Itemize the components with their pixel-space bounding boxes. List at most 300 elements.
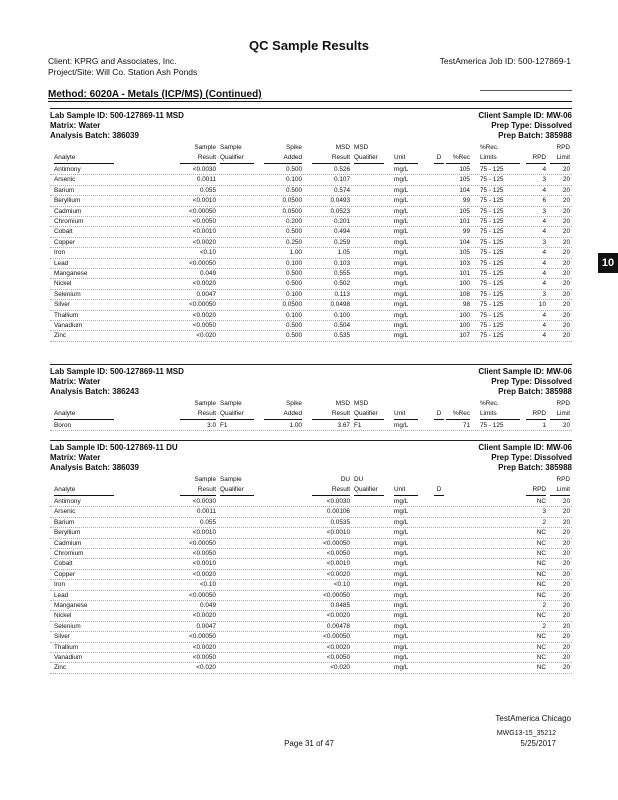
table-cell: mg/L — [394, 664, 409, 672]
table-cell: 0.0047 — [196, 622, 216, 630]
column-header: Result — [312, 485, 350, 496]
table-cell: 75 - 125 — [480, 228, 504, 236]
table-cell: Silver — [54, 301, 70, 309]
table-cell: <0.020 — [196, 664, 216, 672]
table-cell: <0.0010 — [192, 529, 216, 537]
table-cell: 4 — [542, 311, 546, 319]
table-cell: 1.05 — [337, 249, 350, 257]
row-divider — [50, 517, 572, 518]
column-header: Result — [180, 153, 216, 164]
table-cell: 20 — [562, 643, 570, 651]
table-cell: 0.500 — [286, 280, 302, 288]
column-header: Limit — [550, 409, 570, 420]
table-cell: 75 - 125 — [480, 207, 504, 215]
header-short-rule — [480, 90, 572, 91]
table-cell: 105 — [459, 166, 470, 173]
column-header: Qualifier — [354, 153, 384, 164]
table-cell: <0.0050 — [326, 654, 350, 661]
table-cell: 2 — [542, 518, 546, 526]
table-cell: Nickel — [54, 612, 72, 620]
row-divider — [50, 527, 572, 528]
table-cell: <0.00050 — [189, 539, 216, 547]
table-cell: 75 - 125 — [480, 186, 504, 194]
table-cell: 3 — [542, 176, 546, 184]
prep-type: Prep Type: Dissolved — [491, 453, 572, 462]
table-cell: 20 — [562, 301, 570, 309]
table-cell: <0.0010 — [192, 197, 216, 205]
table-cell: 20 — [562, 664, 570, 672]
table-cell: <0.0050 — [192, 218, 216, 225]
table-cell: 75 - 125 — [480, 301, 504, 309]
table-cell: 0.100 — [334, 311, 350, 319]
column-header: D — [434, 485, 444, 496]
table-cell: <0.020 — [196, 332, 216, 340]
table-cell: <0.00050 — [189, 633, 216, 641]
table-cell: 0.526 — [334, 166, 350, 173]
table-cell: 3 — [542, 290, 546, 298]
table-cell: 99 — [462, 197, 470, 205]
table-cell: Zinc — [54, 332, 67, 340]
table-cell: mg/L — [394, 570, 409, 578]
table-cell: 0.500 — [286, 186, 302, 194]
table-cell: Nickel — [54, 280, 72, 288]
table-cell: 0.500 — [286, 322, 302, 329]
table-cell: NC — [536, 581, 546, 589]
table-cell: 3 — [542, 238, 546, 246]
row-divider — [50, 642, 572, 643]
table-cell: Lead — [54, 259, 69, 267]
table-cell: 75 - 125 — [480, 270, 504, 277]
table-cell: 0.201 — [334, 218, 350, 225]
column-header: Qualifier — [220, 409, 254, 420]
table-cell: <0.0010 — [192, 560, 216, 568]
table-cell: mg/L — [394, 654, 409, 661]
row-divider — [50, 610, 572, 611]
table-cell: 105 — [459, 176, 470, 184]
table-cell: 2 — [542, 602, 546, 609]
column-header: D — [434, 153, 444, 164]
table-cell: 0.500 — [286, 270, 302, 277]
section-top-rule — [50, 440, 572, 441]
column-header: Limit — [550, 485, 570, 496]
table-cell: mg/L — [394, 228, 409, 236]
column-header: Qualifier — [354, 409, 384, 420]
table-cell: Vanadium — [54, 654, 83, 661]
client-sample-id: Client Sample ID: MW-06 — [478, 367, 572, 376]
table-cell: Copper — [54, 238, 75, 246]
table-cell: <0.0050 — [192, 654, 216, 661]
table-cell: <0.0010 — [326, 529, 350, 537]
table-cell: mg/L — [394, 591, 409, 599]
table-cell: 20 — [562, 290, 570, 298]
table-cell: <0.00050 — [189, 591, 216, 599]
table-cell: mg/L — [394, 270, 409, 277]
document-id: MWG13-15_35212 — [496, 730, 556, 737]
row-divider — [50, 662, 572, 663]
lab-sample-id: Lab Sample ID: 500-127869-11 MSD — [50, 367, 184, 376]
row-divider — [50, 506, 572, 507]
column-header: Unit — [394, 153, 418, 164]
table-cell: mg/L — [394, 633, 409, 641]
matrix: Matrix: Water — [50, 121, 101, 130]
table-cell: <0.00050 — [323, 591, 350, 599]
table-cell: 20 — [562, 207, 570, 215]
table-cell: 20 — [562, 166, 570, 173]
table-cell: 107 — [459, 332, 470, 340]
table-cell: Cobalt — [54, 228, 73, 236]
table-cell: <0.0010 — [326, 560, 350, 568]
table-cell: 20 — [562, 259, 570, 267]
table-cell: 100 — [459, 311, 470, 319]
table-cell: Manganese — [54, 602, 88, 609]
table-cell: Beryllium — [54, 197, 81, 205]
table-cell: Antimony — [54, 498, 81, 505]
table-cell: Copper — [54, 570, 75, 578]
lab-sample-id: Lab Sample ID: 500-127869-11 MSD — [50, 111, 184, 120]
table-cell: 0.113 — [334, 290, 350, 298]
table-cell: 20 — [562, 633, 570, 641]
method-heading: Method: 6020A - Metals (ICP/MS) (Continued) — [48, 89, 262, 100]
table-cell: F1 — [354, 422, 362, 429]
column-header: RPD — [526, 153, 546, 164]
table-cell: <0.0020 — [326, 643, 350, 651]
row-divider — [50, 538, 572, 539]
table-cell: 20 — [562, 529, 570, 537]
table-cell: 0.0500 — [282, 301, 302, 309]
table-cell: <0.00050 — [323, 633, 350, 641]
column-header-top: MSD — [354, 400, 369, 407]
table-cell: mg/L — [394, 539, 409, 547]
table-cell: 0.0535 — [330, 518, 350, 526]
table-cell: Iron — [54, 581, 66, 589]
table-cell: 20 — [562, 622, 570, 630]
report-date: 5/25/2017 — [520, 739, 556, 748]
table-cell: 20 — [562, 591, 570, 599]
table-cell: mg/L — [394, 166, 409, 173]
table-cell: Boron — [54, 422, 72, 429]
table-cell: 4 — [542, 228, 546, 236]
table-cell: 20 — [562, 654, 570, 661]
table-cell: 4 — [542, 322, 546, 329]
table-cell: 0.00478 — [326, 622, 350, 630]
table-cell: 0.049 — [200, 270, 216, 277]
table-cell: 101 — [459, 270, 470, 277]
table-cell: <0.0050 — [192, 322, 216, 329]
column-header: Analyte — [54, 153, 114, 164]
table-cell: 3.67 — [337, 422, 350, 429]
table-cell: 0.494 — [334, 228, 350, 236]
section-top-rule — [50, 364, 572, 365]
table-cell: 1.00 — [289, 249, 302, 257]
table-cell: 75 - 125 — [480, 197, 504, 205]
column-header-top: Sample — [220, 144, 242, 151]
column-header: Result — [180, 409, 216, 420]
table-cell: 20 — [562, 570, 570, 578]
table-cell: 101 — [459, 218, 470, 225]
column-header: RPD — [526, 485, 546, 496]
table-cell: mg/L — [394, 176, 409, 184]
table-cell: 20 — [562, 560, 570, 568]
column-header-top: MSD — [354, 144, 369, 151]
table-cell: 20 — [562, 498, 570, 505]
table-cell: Vanadium — [54, 322, 83, 329]
table-cell: Selenium — [54, 622, 81, 630]
column-header: Result — [180, 485, 216, 496]
column-header: %Rec — [446, 153, 470, 164]
table-cell: mg/L — [394, 581, 409, 589]
table-cell: mg/L — [394, 622, 409, 630]
table-cell: <0.0020 — [326, 612, 350, 620]
table-cell: mg/L — [394, 290, 409, 298]
column-header: %Rec — [446, 409, 470, 420]
table-cell: <0.10 — [199, 249, 216, 257]
table-cell: 0.100 — [286, 259, 302, 267]
table-cell: 4 — [542, 280, 546, 288]
table-cell: <0.0020 — [192, 643, 216, 651]
table-cell: 1 — [542, 422, 546, 429]
table-cell: 98 — [462, 301, 470, 309]
table-cell: 0.0500 — [282, 197, 302, 205]
table-cell: 75 - 125 — [480, 311, 504, 319]
table-cell: mg/L — [394, 550, 409, 557]
table-cell: 75 - 125 — [480, 176, 504, 184]
table-cell: Thallium — [54, 311, 79, 319]
table-cell: 0.0498 — [330, 301, 350, 309]
table-cell: <0.00050 — [189, 259, 216, 267]
column-header-top: Sample — [220, 400, 242, 407]
table-cell: NC — [536, 550, 546, 557]
table-cell: mg/L — [394, 238, 409, 246]
table-cell: mg/L — [394, 322, 409, 329]
table-cell: 20 — [562, 422, 570, 429]
column-header-top: MSD — [335, 400, 350, 407]
table-cell: 0.500 — [286, 332, 302, 340]
table-cell: mg/L — [394, 422, 409, 429]
column-header-top: RPD — [556, 476, 570, 483]
table-cell: Cadmium — [54, 539, 82, 547]
prep-batch: Prep Batch: 385988 — [498, 131, 572, 140]
table-cell: Thallium — [54, 643, 79, 651]
table-cell: 0.100 — [286, 290, 302, 298]
table-cell: mg/L — [394, 207, 409, 215]
column-header: Qualifier — [220, 485, 254, 496]
column-header: Unit — [394, 485, 418, 496]
table-cell: <0.0020 — [192, 238, 216, 246]
table-cell: mg/L — [394, 311, 409, 319]
table-cell: 1.00 — [289, 422, 302, 429]
table-cell: 105 — [459, 249, 470, 257]
table-cell: 20 — [562, 280, 570, 288]
table-cell: Silver — [54, 633, 70, 641]
table-cell: 0.0523 — [330, 207, 350, 215]
table-cell: mg/L — [394, 197, 409, 205]
table-cell: 20 — [562, 228, 570, 236]
table-cell: mg/L — [394, 498, 409, 505]
table-cell: <0.0020 — [192, 612, 216, 620]
table-cell: <0.00050 — [323, 539, 350, 547]
matrix: Matrix: Water — [50, 377, 101, 386]
column-header: Analyte — [54, 485, 114, 496]
table-cell: NC — [536, 560, 546, 568]
table-cell: <0.0050 — [326, 550, 350, 557]
table-cell: NC — [536, 570, 546, 578]
table-cell: <0.0020 — [192, 280, 216, 288]
column-header: Limits — [480, 409, 520, 420]
table-cell: 20 — [562, 602, 570, 609]
table-cell: F1 — [220, 422, 228, 429]
column-header: D — [434, 409, 444, 420]
table-cell: <0.020 — [330, 664, 350, 672]
table-cell: 71 — [462, 422, 470, 429]
table-cell: 3.0 — [207, 422, 216, 429]
table-cell: 0.049 — [200, 602, 216, 609]
client-sample-id: Client Sample ID: MW-06 — [478, 443, 572, 452]
table-cell: Iron — [54, 249, 66, 257]
column-header: RPD — [526, 409, 546, 420]
table-cell: mg/L — [394, 249, 409, 257]
table-cell: mg/L — [394, 612, 409, 620]
table-cell: NC — [536, 654, 546, 661]
table-cell: 20 — [562, 186, 570, 194]
table-cell: 4 — [542, 332, 546, 340]
table-cell: NC — [536, 612, 546, 620]
table-cell: 20 — [562, 581, 570, 589]
lab-sample-id: Lab Sample ID: 500-127869-11 DU — [50, 443, 178, 452]
table-cell: mg/L — [394, 643, 409, 651]
analysis-batch: Analysis Batch: 386039 — [50, 463, 139, 472]
table-cell: 20 — [562, 218, 570, 225]
table-cell: 104 — [459, 238, 470, 246]
table-cell: mg/L — [394, 218, 409, 225]
client-name: Client: KPRG and Associates, Inc. — [48, 56, 177, 66]
table-cell: 20 — [562, 612, 570, 620]
prep-batch: Prep Batch: 385988 — [498, 387, 572, 396]
table-cell: 103 — [459, 259, 470, 267]
column-header: Qualifier — [220, 153, 254, 164]
table-cell: 75 - 125 — [480, 280, 504, 288]
table-cell: 4 — [542, 186, 546, 194]
table-cell: 20 — [562, 518, 570, 526]
prep-type: Prep Type: Dissolved — [491, 377, 572, 386]
table-cell: 3 — [542, 207, 546, 215]
table-cell: 0.100 — [286, 176, 302, 184]
table-cell: 75 - 125 — [480, 238, 504, 246]
row-divider — [50, 590, 572, 591]
table-cell: 105 — [459, 207, 470, 215]
table-cell: <0.10 — [333, 581, 350, 589]
table-cell: <0.0020 — [326, 570, 350, 578]
table-cell: 2 — [542, 622, 546, 630]
prep-batch: Prep Batch: 385988 — [498, 463, 572, 472]
table-cell: 10 — [538, 301, 546, 309]
table-cell: 100 — [459, 280, 470, 288]
table-cell: mg/L — [394, 332, 409, 340]
table-cell: mg/L — [394, 508, 409, 516]
table-cell: mg/L — [394, 301, 409, 309]
column-header-top: Sample — [220, 476, 242, 483]
table-cell: 75 - 125 — [480, 322, 504, 329]
table-cell: 0.200 — [286, 218, 302, 225]
table-cell: <0.10 — [199, 581, 216, 589]
row-divider — [50, 652, 572, 653]
page-title: QC Sample Results — [249, 38, 369, 53]
page-number: Page 31 of 47 — [284, 739, 334, 748]
table-cell: 0.0047 — [196, 290, 216, 298]
column-header-top: Sample — [194, 144, 216, 151]
column-header: Qualifier — [354, 485, 384, 496]
table-cell: Chromium — [54, 218, 84, 225]
column-header-top: MSD — [335, 144, 350, 151]
table-cell: 104 — [459, 186, 470, 194]
column-header-top: %Rec. — [480, 144, 499, 151]
table-cell: <0.00050 — [189, 207, 216, 215]
table-cell: mg/L — [394, 529, 409, 537]
table-cell: 0.504 — [334, 322, 350, 329]
table-cell: 0.0493 — [330, 197, 350, 205]
column-header-top: RPD — [556, 400, 570, 407]
table-cell: NC — [536, 643, 546, 651]
table-cell: 4 — [542, 270, 546, 277]
table-cell: 75 - 125 — [480, 422, 504, 429]
table-cell: 0.00106 — [326, 508, 350, 516]
row-divider — [50, 579, 572, 580]
table-cell: 0.250 — [286, 238, 302, 246]
table-cell: 20 — [562, 508, 570, 516]
table-cell: NC — [536, 529, 546, 537]
table-cell: 99 — [462, 228, 470, 236]
row-divider — [50, 621, 572, 622]
table-cell: 4 — [542, 249, 546, 257]
table-cell: NC — [536, 591, 546, 599]
table-cell: 0.259 — [334, 238, 350, 246]
table-cell: 20 — [562, 238, 570, 246]
table-cell: Cadmium — [54, 207, 82, 215]
column-header: Added — [264, 409, 302, 420]
table-cell: <0.0030 — [192, 166, 216, 173]
section-tab-badge: 10 — [598, 253, 618, 273]
table-cell: 4 — [542, 166, 546, 173]
section-top-rule — [50, 108, 572, 109]
table-cell: 0.0011 — [196, 176, 216, 184]
table-cell: 0.535 — [334, 332, 350, 340]
table-cell: Barium — [54, 186, 75, 194]
table-cell: 0.500 — [286, 228, 302, 236]
footer-company: TestAmerica Chicago — [495, 714, 571, 723]
table-cell: Arsenic — [54, 508, 76, 516]
column-header: Limits — [480, 153, 520, 164]
project-site: Project/Site: Will Co. Station Ash Ponds — [48, 67, 198, 77]
column-header-top: %Rec. — [480, 400, 499, 407]
table-cell: 20 — [562, 176, 570, 184]
table-cell: Selenium — [54, 290, 81, 298]
row-divider — [50, 558, 572, 559]
column-header-top: RPD — [556, 144, 570, 151]
row-divider — [50, 548, 572, 549]
table-cell: NC — [536, 539, 546, 547]
column-header: Unit — [394, 409, 418, 420]
table-cell: 0.100 — [286, 311, 302, 319]
column-header-top: DU — [354, 476, 364, 483]
table-cell: 0.055 — [200, 518, 216, 526]
table-cell: Barium — [54, 518, 75, 526]
column-header-top: Sample — [194, 476, 216, 483]
table-cell: Arsenic — [54, 176, 76, 184]
table-cell: 75 - 125 — [480, 218, 504, 225]
row-divider — [50, 600, 572, 601]
method-rule — [48, 101, 572, 102]
table-cell: mg/L — [394, 280, 409, 288]
table-cell: 20 — [562, 332, 570, 340]
